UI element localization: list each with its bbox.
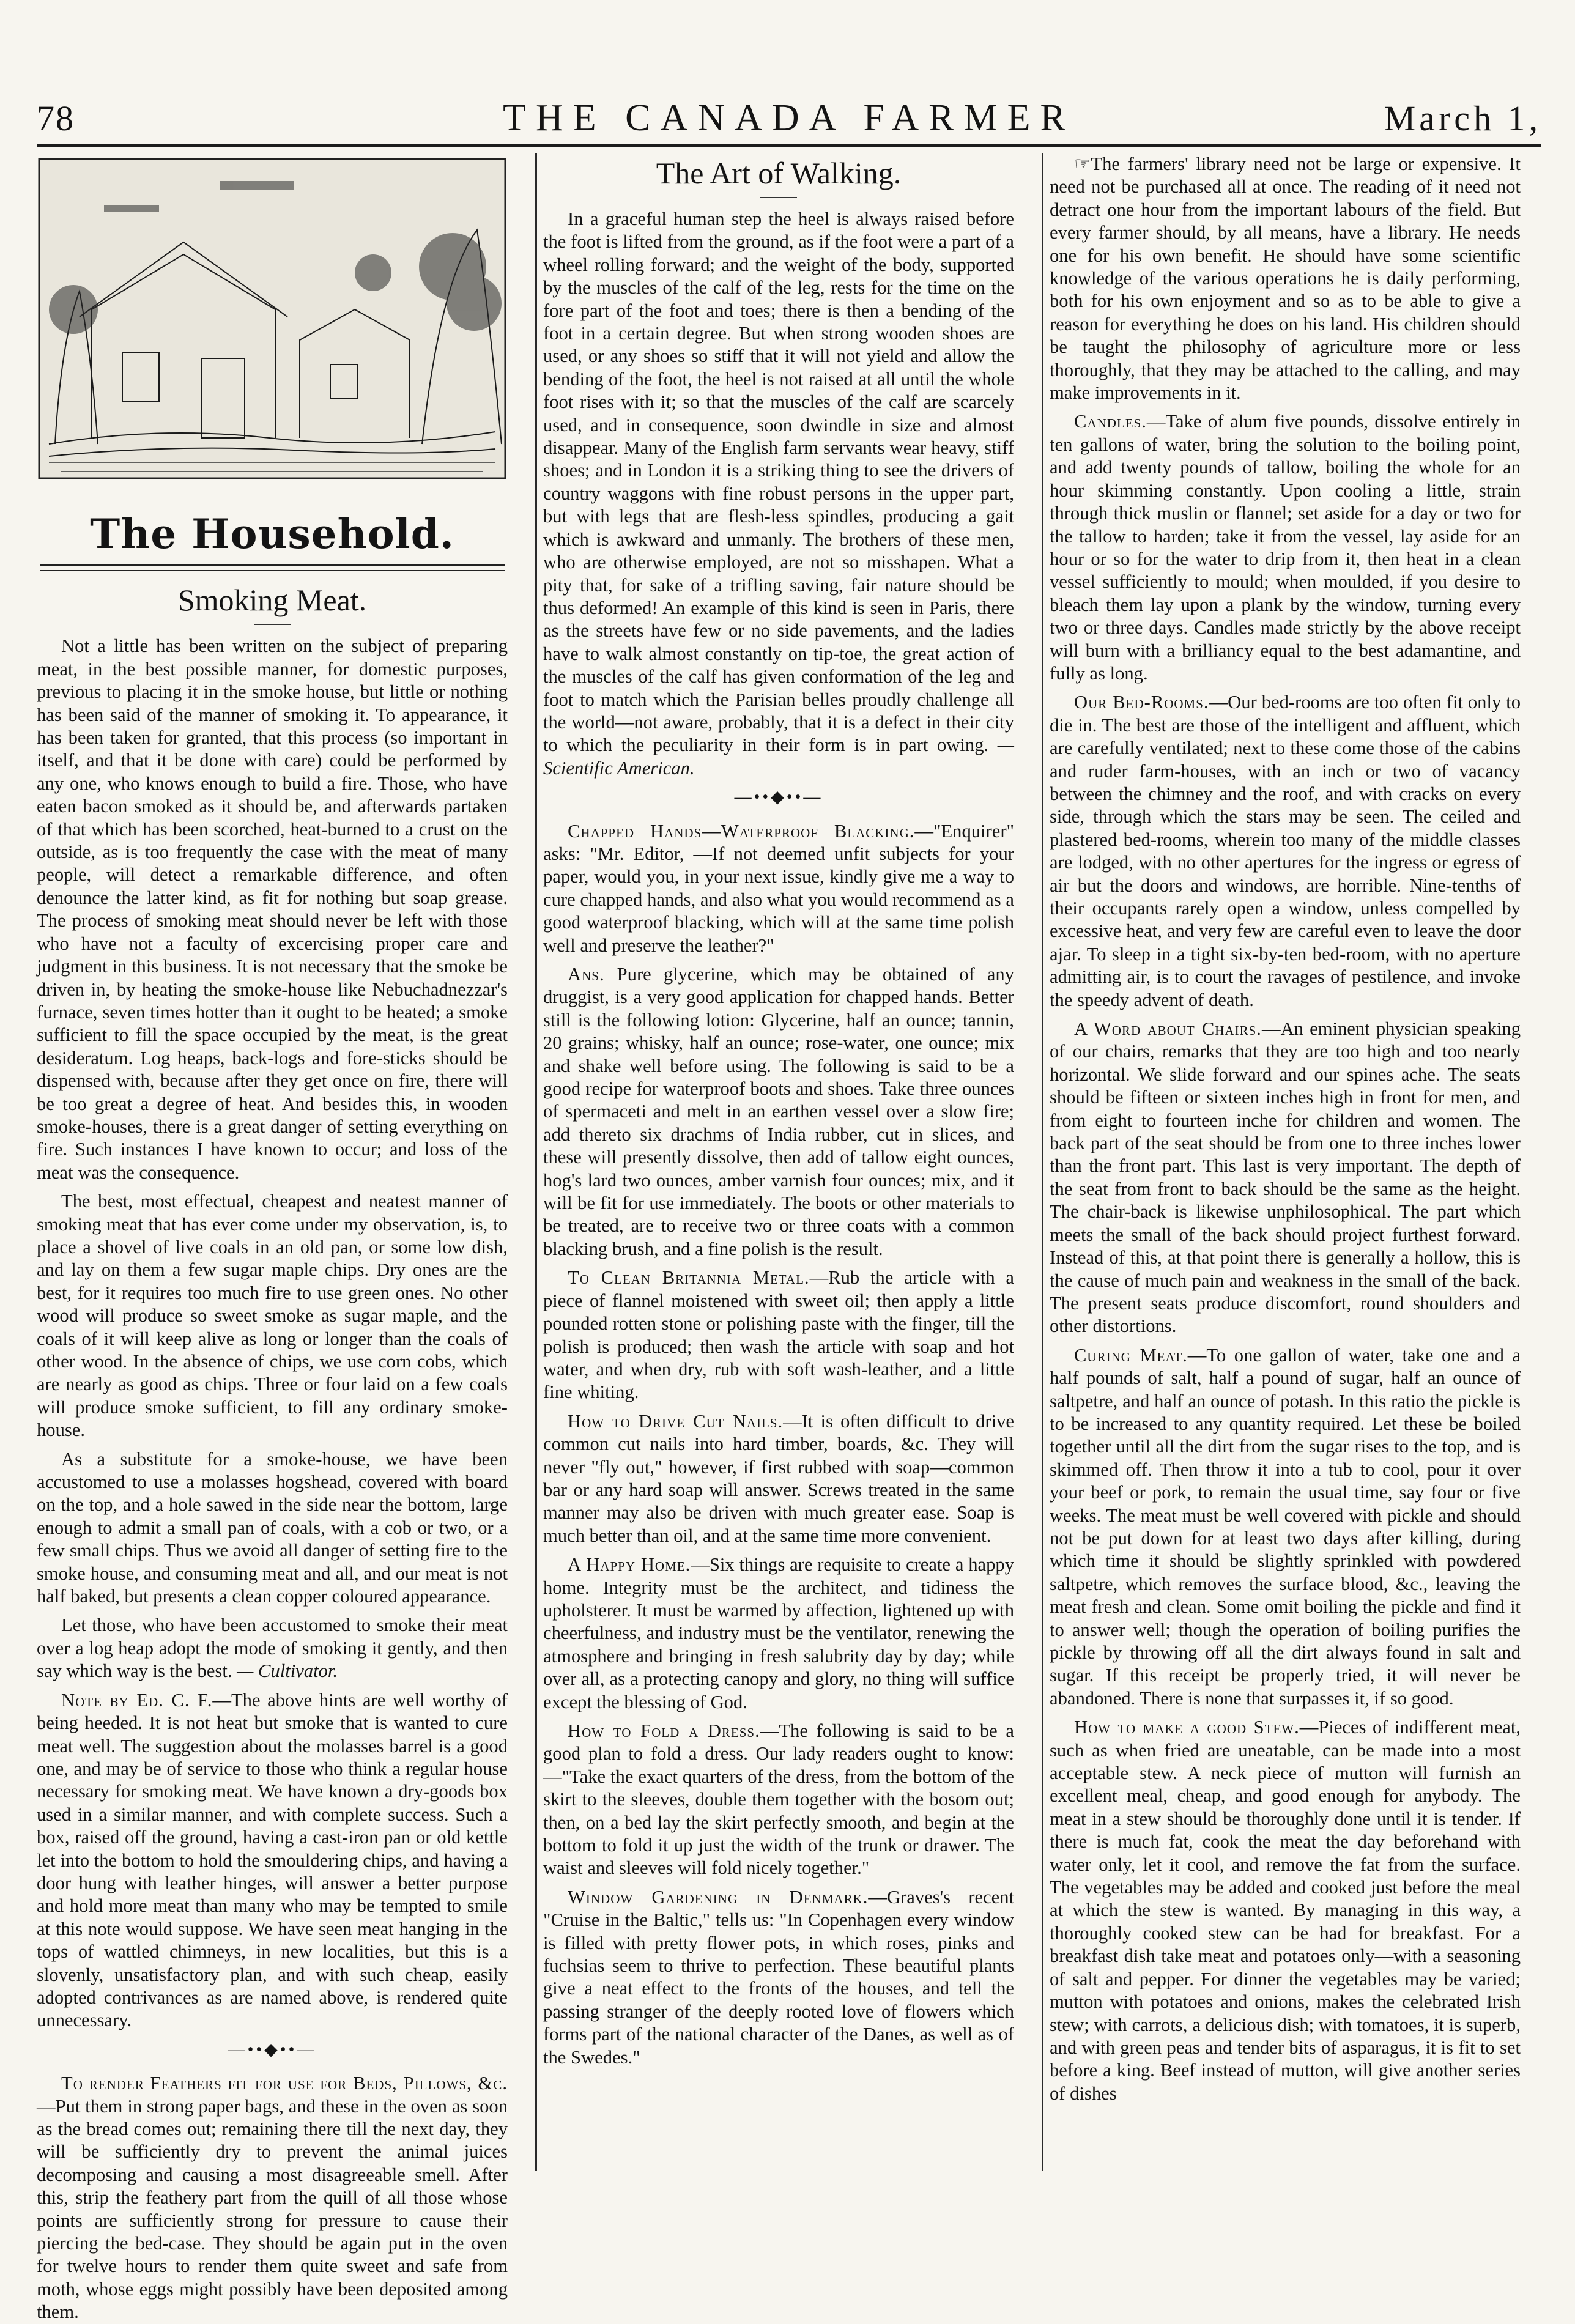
paragraph	[1050, 1716, 1521, 2105]
item-body: —Take of alum five pounds, dissolve entirely in ten gallons of water, bring the solution to the boiling point, and add twenty pounds of tallow, boiling the whole for an hour skimming constantly. Upon cooling a little, strain through thick muslin or flannel; set aside for a day or two for the tallow to harden; take it from the vessel, lay aside for an hour or so for the water to drip from it, then heat in a clean vessel sufficiently to mould; when moulded, if you desire to bleach them lay upon a plank by the window, turning every two or three days. Candles made strictly by the above receipt will burn with a brilliancy equal to the best adamantine, and fully as long.	[1050, 411, 1521, 684]
paragraph	[543, 1886, 1014, 2069]
paragraph	[543, 1553, 1014, 1714]
paragraph-text: In a graceful human step the heel is always raised before the foot is lifted from the ground, as if the foot were a part of a wheel rolling forward; and the weight of the body, supported by the muscles of the calf of the leg, rests for the time on the fore part of the foot and toes; there is then a bending of the foot in a certain degree. But when strong wooden shoes are used, or any shoes so stiff that it will not yield and allow the bending of the foot, the heel is not raised at all until the whole foot rises with it; so that the muscles of the calf are scarcely used, and in consequence, soon dwindle in size and almost disappear. Many of the English farm servants wear heavy, stiff shoes; and in London it is a striking thing to see the drivers of country waggons with fine robust persons in the upper part, but with legs that are flesh-less spindles, producing a gait which is awkward and unmanly. The brothers of these men, who are otherwise employed, are not so misshapen. What a pity that, for sake of a trifling saving, fair nature should be thus deformed! An example of this kind is seen in Paris, there as the streets have few or no side pavements, and the ladies have to walk almost constantly on tip-toe, the great action of the muscles of the calf has given conformation of the leg and foot to match which the Parisian belles proudly challenge all the world—not aware, probably, that it is a defect in their city to which the peculiarity in their form is in part owing.	[543, 209, 1014, 756]
item-lead: A Happy Home.	[568, 1554, 691, 1575]
item-body: —Graves's recent "Cruise in the Baltic," tells us: "In Copenhagen every window is filled with pretty flower pots, in which roses, pinks and fuchsias seem to thrive to perfection. These beautiful plants give a neat effect to the fronts of the houses, and tell the passing stranger of the deeply rooted love of flowers which forms part of the national character of the Danes, as well as of the Swedes."	[543, 1886, 1014, 2068]
item-lead: How to Fold a Dress.	[568, 1720, 760, 1741]
item-body: —"Enquirer" asks: "Mr. Editor, —If not deemed unfit subjects for your paper, would you, in your next issue, kindly give me a way to cure chapped hands, and also what you would recommend as a good waterproof blacking, which will at the same time polish well and preserve the leather?"	[543, 820, 1014, 956]
column-rule	[1042, 153, 1043, 2171]
article-title-art-of-walking: The Art of Walking.	[656, 156, 902, 190]
item-lead: To render Feathers fit for use for Beds, Pillows, &c.	[61, 2073, 508, 2094]
item-body: It need not be purchased all at once. The reading of it need not detract one hour from the important labours of the field. But every farmer should, by all means, have a library. He needs one for his own benefit. He should have some scientific knowledge of the various operations he is daily performing, both for his own enjoyment and so as to be able to give a reason for everything he does on his land. His children should be taught the philosophy of agriculture more or less thoroughly, that they may be attached to the calling, and may make improvements in it.	[1050, 154, 1521, 404]
item-lead: ☞The farmers' library need not be large or expensive.	[1074, 154, 1502, 174]
header-rule	[37, 144, 1541, 147]
paragraph	[543, 820, 1014, 957]
paragraph-text: Let those, who have been accustomed to smoke their meat over a log heap adopt the mode of smoking it gently, and then say which way is the best.	[37, 1615, 508, 1682]
paragraph	[543, 1720, 1014, 1880]
paragraph	[1050, 410, 1521, 685]
source-credit: —Scientific American.	[543, 735, 1014, 779]
paragraph	[1050, 691, 1521, 1012]
item-body: —Rub the article with a piece of flannel moistened with sweet oil; then apply a little pounded rotten stone or polishing paste with the finger, till the polish is produced; then wash the article with soap and hot water, and when dry, rub with soft wash-leather, and a little fine whiting.	[543, 1267, 1014, 1403]
paragraph	[37, 1689, 508, 2032]
paragraph	[543, 1267, 1014, 1404]
item-lead: Window Gardening in Denmark.	[568, 1886, 869, 1908]
issue-date: March 1,	[1384, 98, 1541, 138]
paragraph	[543, 208, 1014, 780]
item-body: —Our bed-rooms are too often fit only to die in. The best are those of the intelligent and affluent, which are carefully ventilated; next to these come those of the cabins and ruder farm-houses, with an inch or two of vacancy between the chimney and the roof, and with cracks on every side, through which the stars may be seen. The ceiled and plastered bed-rooms, wherein too many of the middle classes are lodged, with no other apertures for the ingress or egress of air but the doors and windows, are horrible. Nine-tenths of their occupants rarely open a window, unless compelled by excessive heat, and very few are careful even to leave the door ajar. To sleep in a tight six-by-ten bed-room, with no aperture admitting air, is to court the ravages of pestilence, and invoke the speedy advent of death.	[1050, 692, 1521, 1010]
item-lead: How to Drive Cut Nails.	[568, 1410, 784, 1432]
paragraph: As a substitute for a smoke-house, we have been accustomed to use a molasses hogshead, covered with board on the top, and a hole sawed in the side near the bottom, large enough to admit a small pan of coals, with a cob or two, or a few small chips. Thus we avoid all danger of setting fire to the smoke house, and consuming meat and all, and our meat is not half baked, but presents a clean copper coloured appearance.	[37, 1448, 508, 1607]
item-lead: Note by Ed. C. F.	[61, 1689, 213, 1711]
ornament-divider: —••◆••—	[228, 2040, 317, 2059]
item-lead: Chapped Hands—Waterproof Blacking.	[568, 820, 915, 842]
paragraph	[543, 963, 1014, 1260]
ornament-divider: —••◆••—	[734, 788, 823, 807]
page-number: 78	[37, 98, 75, 138]
column-2	[543, 153, 1014, 2177]
item-body: —The above hints are well worthy of being heeded. It is not heat but smoke that is wanted to cure meat well. The suggestion about the molasses barrel is a good one, and may be of service to those who think a regular house necessary for smoking meat. We have known a dry-goods box used in a similar manner, and with complete success. Such a box, raised off the ground, having a cast-iron pan or old kettle let into the bottom to hold the smouldering chips, and having a door hung with leather hinges, will answer a better purpose and hold more meat than many who may be tempted to smile at this note would suppose. We have seen meat hanging in the tops of wattled chimneys, in new localities, but this is a slovenly, unsatisfactory plan, and with such cheap, easily adopted contrivances as are named above, is rendered quite unnecessary.	[37, 1689, 508, 2031]
column-rule	[535, 153, 537, 2171]
item-body: —It is often difficult to drive common cut nails into hard timber, boards, &c. They will never "fly out," however, if first rubbed with soap—common bar or any hard soap will answer. Screws treated in the same manner may also be driven with much greater ease. Soap is much better than oil, and at the same time more convenient.	[543, 1410, 1014, 1546]
item-body: —Six things are requisite to create a happy home. Integrity must be the architect, and tidiness the upholsterer. It must be warmed by affection, lightened up with cheerfulness, and industry must be the ventilator, renewing the atmosphere and bringing in fresh salubrity day by day; while over all, as a protecting canopy and glory, no thing will suffice except the blessing of God.	[543, 1554, 1014, 1712]
paragraph	[1050, 153, 1521, 404]
item-lead: A Word about Chairs.	[1074, 1018, 1262, 1040]
item-lead: Ans.	[568, 964, 605, 985]
source-credit: — Cultivator.	[237, 1660, 338, 1682]
column-1	[37, 153, 508, 2323]
item-body: —Pieces of indifferent meat, such as when fried are uneatable, can be made into a most acceptable stew. A neck piece of mutton will furnish an excellent meal, cheap, and good enough for anybody. The meat in a stew should be thoroughly done until it is tender. If there is much fat, cook the meat the day beforehand with water only, let it cool, and remove the fat from the surface. The vegetables may be added and cooked just before the meal at which the stew is wanted. By managing in this way, a thoroughly cooked stew can be had for breakfast. For a breakfast dish take meat and potatoes only—with a seasoning of salt and pepper. For dinner the vegetables may be varied; mutton with potatoes and onions, makes the celebrated Irish stew; with carrots, a delicious dish; with tomatoes, it is superb, and with green peas and tender bits of asparagus, it is fit to set before a king. Beef instead of mutton, will give another series of dishes	[1050, 1717, 1521, 2104]
item-lead: Candles.	[1074, 411, 1147, 432]
paragraph: The best, most effectual, cheapest and neatest manner of smoking meat that has ever come under my observation, is, to place a shovel of live coals in an old pan, or some low dish, and lay on them a few sugar maple chips. Dry ones are the best, for it requires too much fire to use green ones. No other wood will produce so sweet smoke as sugar maple, and the coals of it will keep alive as long or longer than the coals of other wood. In the absence of chips, we use corn cobs, which are nearly as good as chips. Three or four laid on a few coals will produce smoke sufficient, to fill any ordinary smoke-house.	[37, 1191, 508, 1441]
column-3	[1050, 153, 1521, 2177]
paragraph	[1050, 1344, 1521, 1711]
title-rule	[254, 624, 291, 625]
item-body: Pure glycerine, which may be obtained of any druggist, is a very good application for chapped hands. Better still is the following lotion: Glycerine, half an ounce; tannin, 20 grains; whisky, half an ounce; rose-water, one ounce; mix and shake well before using. The following is said to be a good recipe for waterproof boots and shoes. Take three ounces of spermaceti and melt in an earthen vessel over a slow fire; add thereto six drachms of India rubber, cut in slices, and these will presently dissolve, then add of tallow eight ounces, hog's lard two ounces, amber varnish four ounces; mix, and it will be fit for use immediately. The boots or other materials to be treated, are to receive two or three coats with a common blacking brush, and a fine polish is the result.	[543, 964, 1014, 1259]
article-title-smoking-meat: Smoking Meat.	[177, 583, 367, 618]
paragraph	[1050, 1018, 1521, 1338]
paper-title: THE CANADA FARMER	[503, 97, 1075, 139]
item-lead: Our Bed-Rooms.	[1074, 692, 1209, 713]
household-vignette-illustration	[37, 157, 508, 481]
title-rule	[760, 197, 797, 198]
paragraph: Not a little has been written on the subject of preparing meat, in the best possible manner, for domestic purposes, previous to placing it in the smoke house, but little or nothing has been said of the manner of smoking it. To appearance, it has been taken for granted, that this process (so important in itself, and that it be done with care) could be performed by any one, who knows enough to build a fire. Those, who have eaten bacon smoked as it should be, and afterwards partaken of that which has been scorched, heat-burned to a crust on the outside, as is too frequently the case with the meat of many people, will detect a remarkable difference, and often denounce the latter kind, as fit for nothing but soap grease. The process of smoking meat should never be left with those who have not a faculty of excercising proper care and judgment in this business. It is not necessary that the smoke be driven in, by heating the smoke-house like Nebuchadnezzar's furnace, seven times hotter than it ought to be heated; a smoke sufficient to fill the space occupied by the meat, is the great desideratum. Log heaps, back-logs and fore-sticks should be dispensed with, because after they get once on fire, there will be too great a degree of heat. And besides this, in wooden smoke-houses, there is a great danger of setting everything on fire. Such instances I have known to occur; and loss of the meat was the consequence.	[37, 635, 508, 1183]
item-body: —An eminent physician speaking of our chairs, remarks that they are too high and too nearly horizontal. We slide forward and our spines ache. The seats should be fifteen or sixteen inches high in front for men, and from eight to fourteen inche for children and women. The back part of the seat should be from one to three inches lower than the front part. This last is very important. The depth of the seat from front to back should be the same as the height. The chair-back is likewise unphilosophical. The part which meets the small of the back should project furthest forward. Instead of this, at that point there is generally a hollow, this is the cause of much pain and weakness in the small of the back. The present seats produce discomfort, round shoulders and other distortions.	[1050, 1018, 1521, 1337]
section-title: The Household.	[90, 510, 454, 558]
item-lead: Curing Meat.	[1074, 1344, 1188, 1366]
section-rule	[40, 564, 505, 571]
item-body: —To one gallon of water, take one and a half pounds of salt, half a pound of sugar, half an ounce of saltpetre, and half an ounce of potash. In this ratio the pickle is to be increased to any quantity required. Let these be boiled together until all the dirt from the sugar rises to the top, and is skimmed off. Then throw it into a tub to cool, pour it over your beef or pork, to remain the usual time, say four or five weeks. The meat must be well covered with pickle and should not be put down for at least two days after killing, during which time it should be slightly sprinkled with powdered saltpetre, which removes the surface blood, &c., leaving the meat fresh and clean. Some omit boiling the pickle and find it to answer well; though the operation of boiling purifies the pickle by throwing off all the dirt always found in salt and sugar. If this receipt be properly tried, it will never be abandoned. There is none that surpasses it, if so good.	[1050, 1344, 1521, 1709]
item-body: —Put them in strong paper bags, and these in the oven as soon as the bread comes out; remaining there till the next day, they will be sufficiently dry to prevent the animal juices decomposing and causing a most disagreeable smell. After this, strip the feathery part from the quill of all those whose points are sufficiently strong for pressure to cause their piercing the bed-case. They should be again put in the oven for twelve hours to render them quite sweet and safe from moth, whose eggs might possibly have been deposited among them.	[37, 2095, 508, 2323]
item-lead: To Clean Britannia Metal.	[568, 1267, 810, 1289]
item-body: —The following is said to be a good plan to fold a dress. Our lady readers ought to know:—"Take the exact quarters of the dress, from the bottom of the skirt to the sleeves, double them together with the bosom out; then, on a bed lay the skirt perfectly smooth, and begin at the bottom to fold it up just the width of the trunk or drawer. The waist and sleeves will fold nicely together."	[543, 1720, 1014, 1879]
page-header	[37, 92, 1541, 141]
paragraph	[37, 2072, 508, 2323]
paragraph	[37, 1614, 508, 1682]
paragraph	[543, 1410, 1014, 1547]
item-lead: How to make a good Stew.	[1074, 1717, 1300, 1738]
